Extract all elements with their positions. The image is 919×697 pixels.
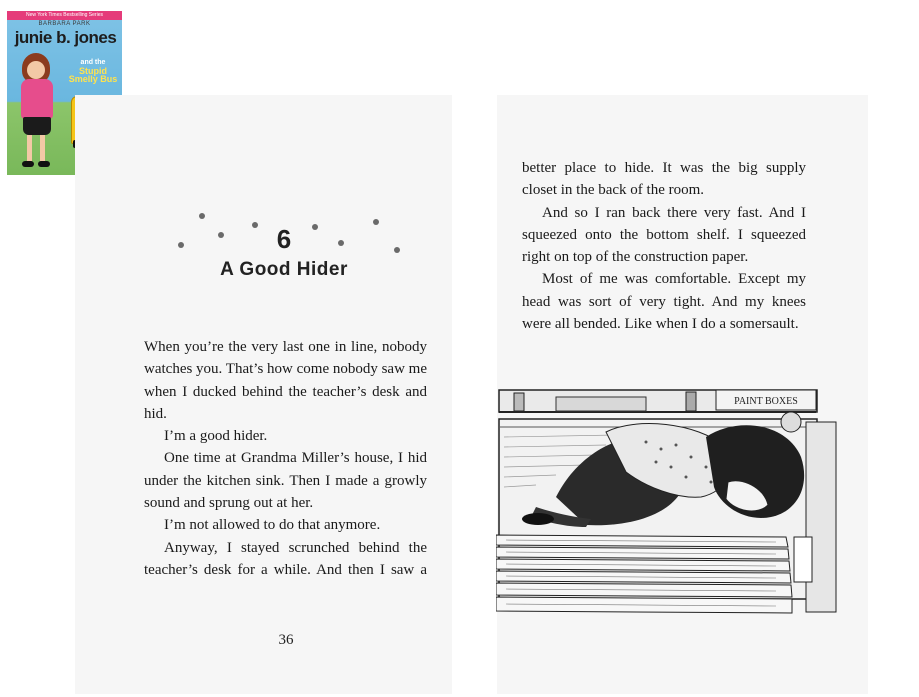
decorative-dot — [178, 242, 184, 248]
paragraph: When you’re the very last one in line, nobody watches you. That’s how come nobody saw me when I ducked behind the teacher’s desk and hid. — [144, 339, 428, 422]
paragraph: better place to hide. It was the big supply closet in the back of the room. — [522, 160, 806, 199]
decorative-dot — [338, 240, 344, 246]
decorative-dot — [218, 232, 224, 238]
right-page-text — [522, 157, 806, 335]
illustration-girl-hiding-in-closet — [496, 387, 839, 619]
cover-subtitle-main: Stupid Smelly Bus — [68, 66, 118, 84]
paragraph: Anyway, I stayed scrunched behind the teacher’s desk for a while. And then I saw a — [144, 539, 427, 578]
decorative-dot — [394, 247, 400, 253]
paragraph: I’m a good hider. — [164, 428, 268, 445]
cover-girl-skirt — [23, 117, 51, 135]
decorative-dot — [373, 219, 379, 225]
cover-banner: New York Times Bestselling Series — [7, 11, 122, 20]
cover-girl-leg — [40, 135, 45, 161]
paragraph: I’m not allowed to do that anymore. — [164, 517, 381, 534]
left-page-text — [144, 336, 427, 581]
cover-subtitle-prefix: and the — [80, 59, 106, 66]
paragraph: And so I ran back there very fast. And I squeezed onto the bottom shelf. I squeezed right on top of the construction paper. — [522, 204, 806, 266]
cover-subtitle — [67, 59, 119, 83]
decorative-dot — [252, 222, 258, 228]
paint-boxes-label: PAINT BOXES — [734, 396, 798, 407]
decorative-dot — [312, 224, 318, 230]
chapter-number: 6 — [276, 224, 292, 254]
cover-girl-shoe — [22, 161, 34, 167]
chapter-title: A Good Hider — [220, 259, 348, 280]
cover-girl-shirt — [21, 79, 53, 119]
cover-girl-face — [27, 61, 45, 79]
cover-girl-leg — [27, 135, 32, 161]
decorative-dot — [199, 213, 205, 219]
paragraph: Most of me was comfortable. Except my head was sort of very tight. And my knees were all bended. Like when I do a somersault. — [522, 271, 806, 333]
cover-series-title: junie b. jones — [14, 28, 117, 47]
cover-author: BARBARA PARK — [38, 21, 91, 27]
paragraph: One time at Grandma Miller’s house, I hid under the kitchen sink. Then I made a growly sound and sprung out at her. — [144, 450, 427, 512]
cover-girl-shoe — [38, 161, 50, 167]
page-number: 36 — [278, 632, 294, 648]
